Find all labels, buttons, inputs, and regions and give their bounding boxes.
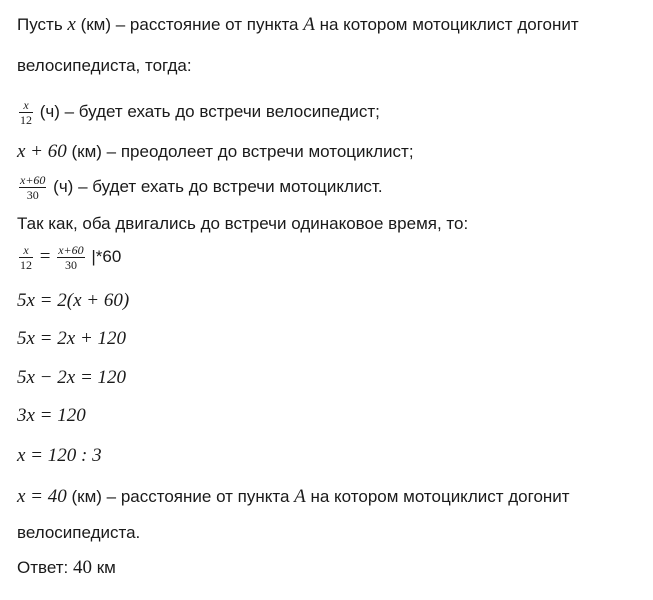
equal-time-line [17,213,468,235]
fraction-left [19,244,33,271]
math-expression: x + 60 [17,141,67,162]
text: велосипедиста, тогда: [17,56,192,75]
equation-step-2: 5x = 2x + 120 [17,328,127,349]
text: велосипедиста. [17,523,141,542]
math-expression: x = 40 [17,486,67,507]
denominator: 12 [20,258,32,273]
multiply-note: |*60 [86,247,122,266]
result-line-1 [17,486,570,508]
text: (км) – преодолеет до встречи мотоциклист; [66,142,414,161]
text: Так как, оба двигались до встречи одинаковое время, то: [17,214,469,233]
answer-line [17,557,116,579]
result-line-2 [17,522,140,544]
cyclist-time-line [17,97,380,127]
numerator: x [23,98,29,113]
motorcyclist-time-line [17,172,383,202]
text: (ч) – будет ехать до встречи велосипедист; [35,102,380,121]
numerator: x [23,243,29,258]
text: (км) – расстояние от пункта [66,487,295,506]
numerator: x+60 [58,243,84,258]
answer-label: Ответ: [17,558,73,577]
equation-step-5: x = 120 : 3 [17,445,102,466]
statement-line-1 [17,14,579,36]
equation-step-3: 5x − 2x = 120 [17,367,127,388]
point-a: A [294,486,306,507]
text: (км) – расстояние от пункта [75,15,304,34]
answer-value: 40 [72,557,92,578]
denominator: 30 [64,258,77,273]
fraction-right [57,244,84,271]
equation-fractions [17,242,121,272]
equals-sign: = [35,246,56,267]
variable-x: x [67,14,76,35]
fraction [19,99,33,126]
equation-step-4: 3x = 120 [17,405,86,426]
text: на котором мотоциклист догонит [305,487,570,506]
statement-line-2 [17,55,192,77]
equation-step-1: 5x = 2(x + 60) [17,290,130,311]
text: на котором мотоциклист догонит [314,15,579,34]
fraction [19,174,46,201]
point-a: A [303,14,315,35]
text: (ч) – будет ехать до встречи мотоциклист. [48,177,383,196]
answer-unit: км [91,558,116,577]
numerator: x+60 [20,173,46,188]
motorcyclist-distance-line [17,141,414,163]
denominator: 30 [26,188,39,203]
denominator: 12 [20,113,32,128]
text: Пусть [17,15,68,34]
